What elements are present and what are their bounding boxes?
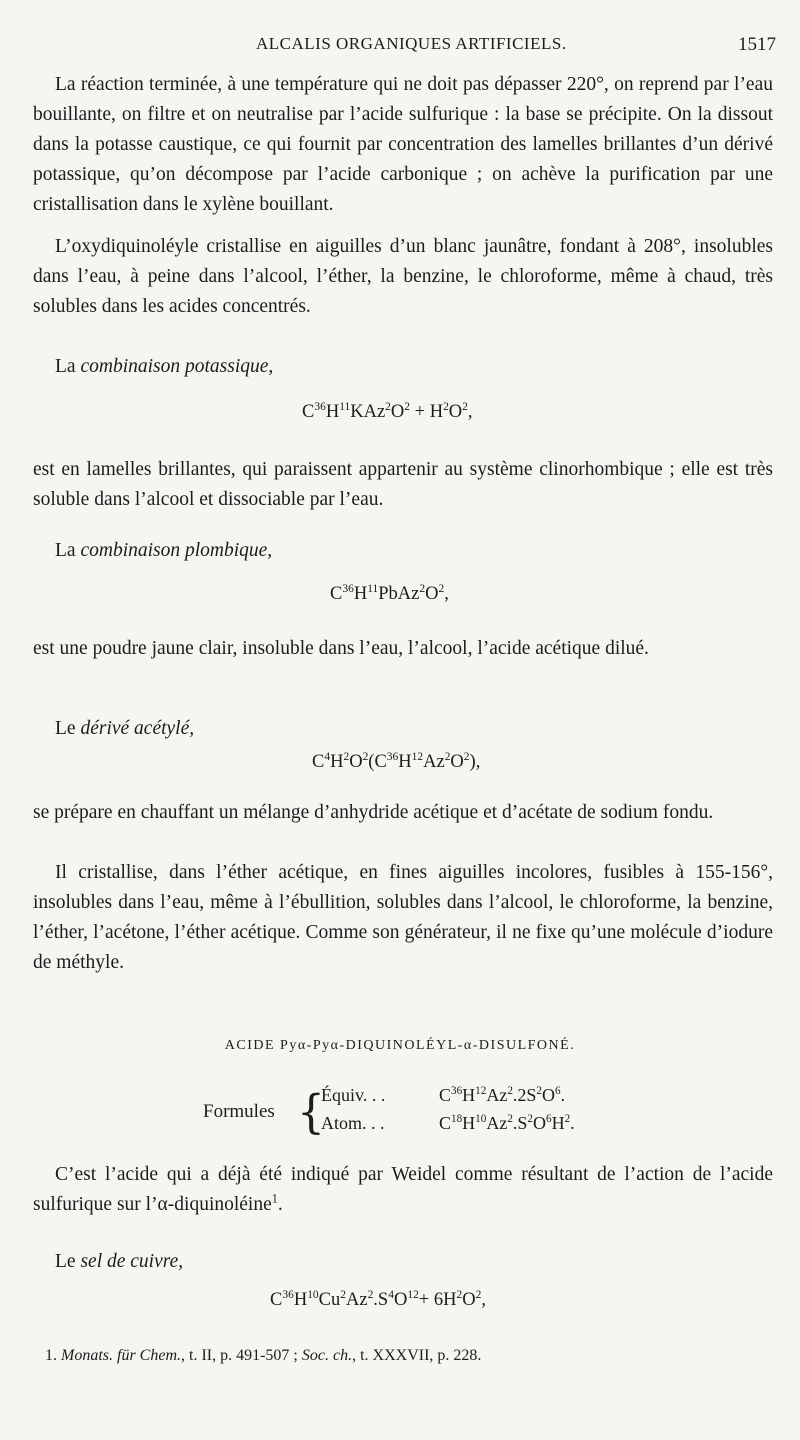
paragraph-plombique: est une poudre jaune clair, insoluble dans l’eau, l’alcool, l’acide acétique dilué. <box>33 638 649 659</box>
formula-acetyle: $C^4H^2O^2(C^{36}H^{12}Az^2O^2)$, <box>312 750 481 772</box>
page-number: 1517 <box>738 34 776 55</box>
term-sel-de-cuivre: sel de cuivre, <box>80 1251 184 1272</box>
footnote: 1. Monats. für Chem., t. II, p. 491-507 ; Soc. ch., t. XXXVII, p. 228. <box>45 1347 482 1364</box>
footnote-ref: 1 <box>271 1191 278 1206</box>
term-combinaison-potassique: combinaison potassique, <box>80 356 274 377</box>
section-title: ACIDE Pyα-Pyα-DIQUINOLÉYL-α-DISULFONÉ. <box>224 1038 576 1053</box>
paragraph-oxydiquinoleyle: L’oxydiquinoléyle cristallise en aiguilles d’un blanc jaunâtre, fondant à 208°, insolubles dans l’eau, à peine dans l’alcool, l’éther, la benzine, le chloroforme, même à chaud, très solubles dans les acides concentrés. <box>33 236 773 317</box>
running-title: ALCALIS ORGANIQUES ARTIFICIELS. <box>256 34 567 53</box>
paragraph-reaction: La réaction terminée, à une température qui ne doit pas dépasser 220°, on reprend par l’eau bouillante, on filtre et on neutralise par l’acide sulfurique : la base se précipite. On la dissout dans la potasse caustique, ce qui fournit par concentration des lamelles brillantes d’un dérivé potassique, qu’on décompose par l’acide carbonique ; on achève la purification par une cristallisation dans le xylène bouillant. <box>33 74 773 215</box>
lead-potassique: La combinaison potassique, <box>55 356 274 377</box>
paragraph-weidel: C’est l’acide qui a déjà été indiqué par Weidel comme résultant de l’action de l’acide sulfurique sur l’α-diquinoléine$^1$. <box>33 1164 773 1215</box>
formulas-block <box>203 1085 643 1145</box>
paragraph-acetyle-preparation: se prépare en chauffant un mélange d’anhydride acétique et d’acétate de sodium fondu. <box>33 802 714 823</box>
lead-cuivre: Le sel de cuivre, <box>55 1251 184 1272</box>
formula-atom-row: Atom. . . $C^{18}H^{10}Az^2.S^2O^6H^2$. <box>321 1113 575 1133</box>
formula-plombique: $C^{36}H^{11}PbAz^2O^2$, <box>330 582 449 604</box>
lead-acetyle: Le dérivé acétylé, <box>55 718 195 739</box>
formula-equiv: $C^{36}H^{12}Az^2.2S^2O^6$. <box>439 1085 566 1105</box>
term-derive-acetyle: dérivé acétylé, <box>80 718 195 739</box>
formula-atom: $C^{18}H^{10}Az^2.S^2O^6H^2$. <box>439 1113 575 1133</box>
term-combinaison-plombique: combinaison plombique, <box>80 540 273 561</box>
curly-brace: { <box>297 1085 325 1140</box>
formula-cuivre: $C^{36}H^{10}Cu^2Az^2.S^4O^{12}+ 6H^2O^2$, <box>270 1288 486 1310</box>
lead-plombique: La combinaison plombique, <box>55 540 273 561</box>
page-header <box>0 34 800 58</box>
paragraph-potassique: est en lamelles brillantes, qui paraissent appartenir au système clinorhombique ; elle est très soluble dans l’alcool et dissociable par l’eau. <box>33 459 773 510</box>
formula-equiv-row: Équiv. . . $C^{36}H^{12}Az^2.2S^2O^6$. <box>321 1085 566 1105</box>
formula-potassique: $C^{36}H^{11}KAz^2O^2 + H^2O^2$, <box>302 400 473 422</box>
formulas-label: Formules <box>203 1101 275 1122</box>
paragraph-acetyle-properties: Il cristallise, dans l’éther acétique, en fines aiguilles incolores, fusibles à 155-156°, insolubles dans l’eau, même à l’ébullition, solubles dans l’alcool, le chloroforme, la benzine, l’éther, l’acétone, l’éther acétique. Comme son générateur, il ne fixe qu’une molécule d’iodure de méthyle. <box>33 862 773 973</box>
